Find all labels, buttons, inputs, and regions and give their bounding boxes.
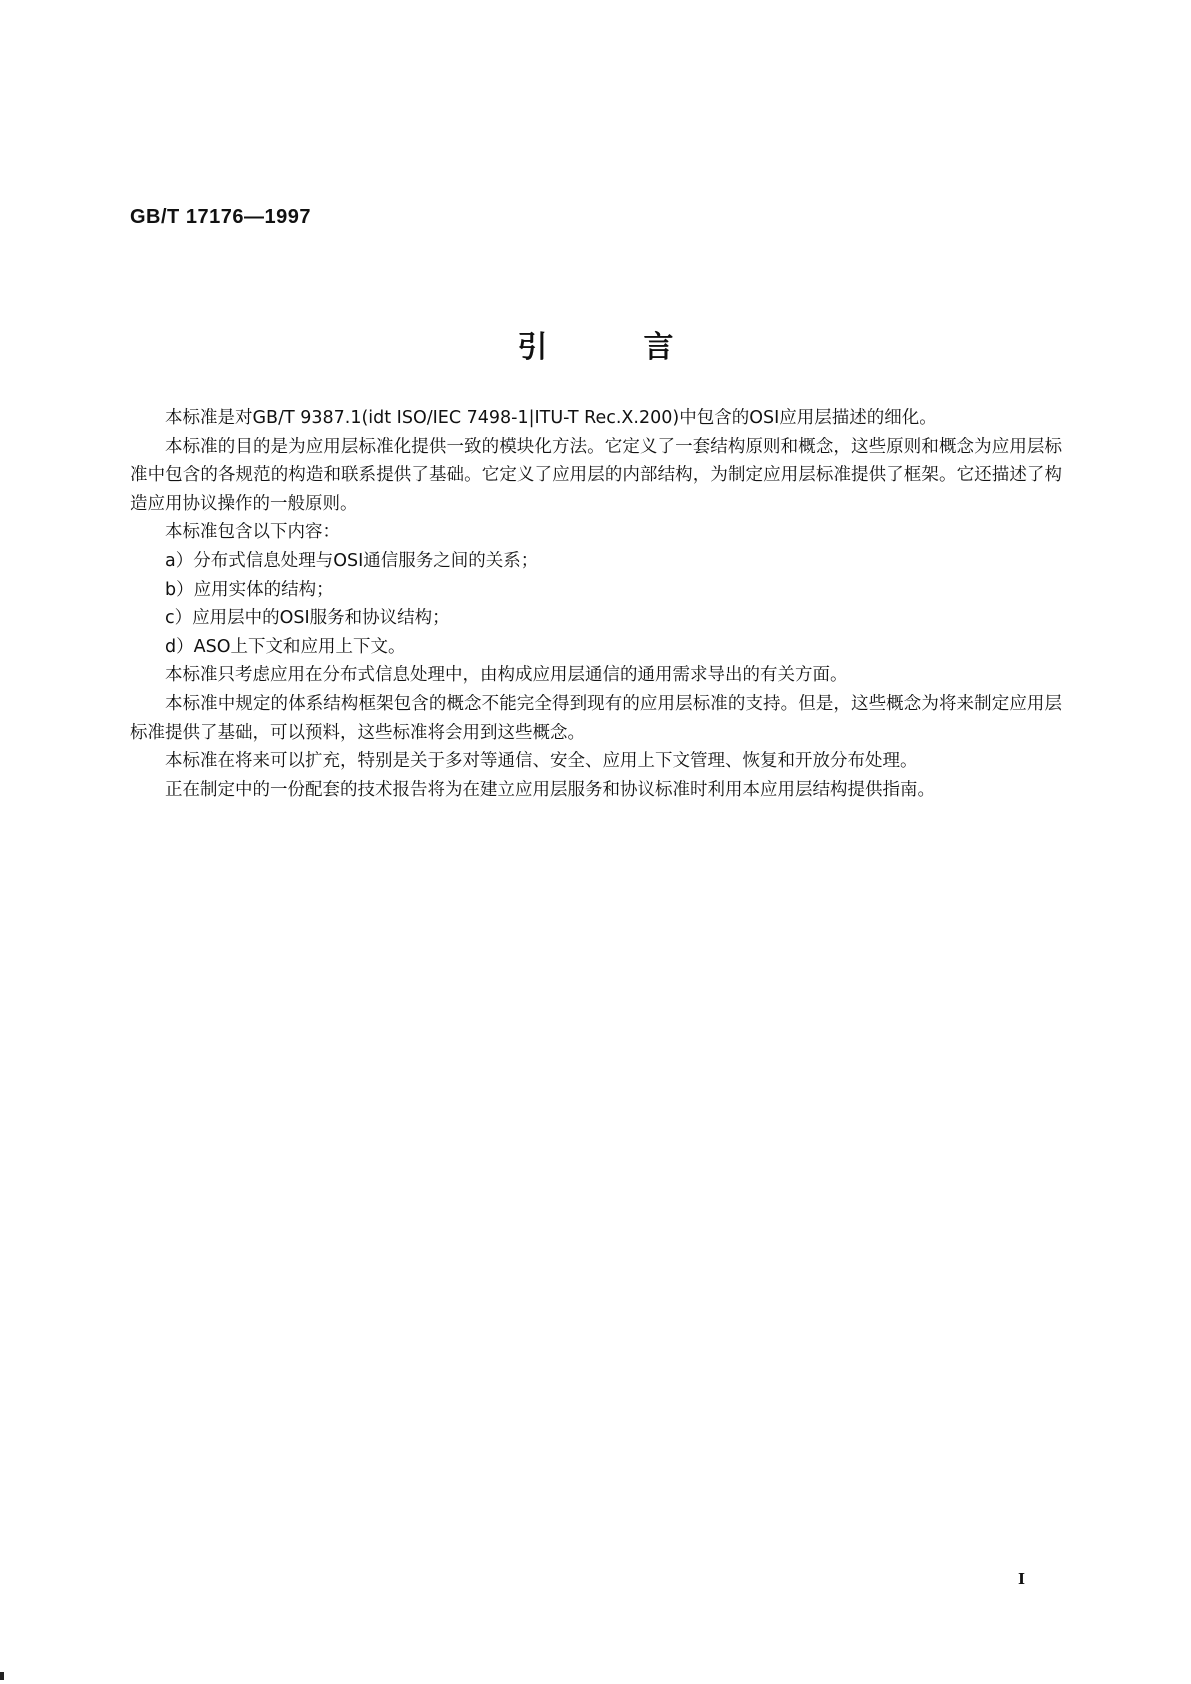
body-text xyxy=(130,404,1062,804)
paragraph-purpose: 本标准的目的是为应用层标准化提供一致的模块化方法。它定义了一套结构原则和概念，这些原则和概念为应用层标准中包含的各规范的构造和联系提供了基础。它定义了应用层的内部结构，为制定应用层标准提供了框架。它还描述了构造应用协议操作的一般原则。 xyxy=(130,436,1062,514)
list-item-a: a）分布式信息处理与OSI通信服务之间的关系； xyxy=(165,550,539,571)
list-item-b: b）应用实体的结构； xyxy=(165,579,334,600)
page-number: Ⅰ xyxy=(1018,1570,1026,1588)
section-title: 引言 xyxy=(517,330,770,365)
paragraph-scope: 本标准只考虑应用在分布式信息处理中，由构成应用层通信的通用需求导出的有关方面。 xyxy=(165,665,848,686)
paragraph-framework: 本标准中规定的体系结构框架包含的概念不能完全得到现有的应用层标准的支持。但是，这些概念为将来制定应用层标准提供了基础，可以预料，这些标准将会用到这些概念。 xyxy=(130,693,1062,743)
list-item-d: d）ASO上下文和应用上下文。 xyxy=(165,636,406,657)
paragraph-intro: 本标准是对GB/T 9387.1(idt ISO/IEC 7498-1|ITU-T Rec.X.200)中包含的OSI应用层描述的细化。 xyxy=(165,408,937,428)
paragraph-technical-report: 正在制定中的一份配套的技术报告将为在建立应用层服务和协议标准时利用本应用层结构提供指南。 xyxy=(165,779,935,800)
scan-mark xyxy=(0,1672,4,1680)
list-item-c: c）应用层中的OSI服务和协议结构； xyxy=(165,608,450,629)
paragraph-contents-lead: 本标准包含以下内容： xyxy=(165,522,340,543)
paragraph-extension: 本标准在将来可以扩充，特别是关于多对等通信、安全、应用上下文管理、恢复和开放分布处理。 xyxy=(165,751,918,772)
standard-number: GB/T 17176—1997 xyxy=(130,206,311,228)
